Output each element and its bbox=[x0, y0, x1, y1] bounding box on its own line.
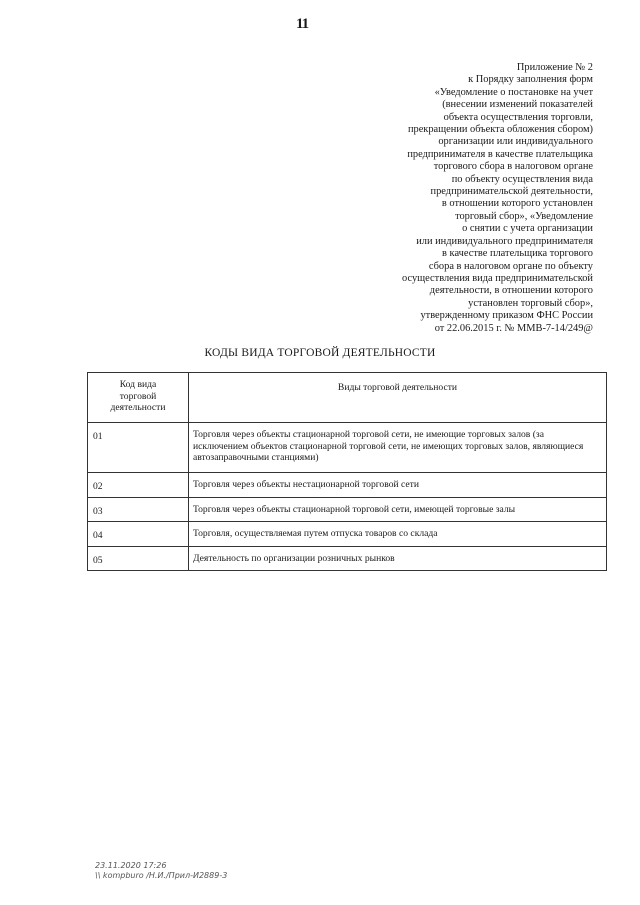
table-row bbox=[88, 497, 607, 522]
annex-line: осуществления вида предпринимательской bbox=[402, 272, 593, 284]
stamp-date: 23.11.2020 17:26 bbox=[95, 861, 167, 870]
annex-line: утвержденному приказом ФНС России bbox=[420, 310, 593, 322]
annex-line: о снятии с учета организации bbox=[462, 223, 593, 235]
row-kind: Торговля через объекты нестационарной торговой сети bbox=[189, 473, 607, 498]
annex-line: сбора в налоговом органе по объекту bbox=[428, 260, 593, 272]
annex-line: по объекту осуществления вида bbox=[451, 173, 593, 185]
annex-line: (внесении изменений показателей bbox=[442, 99, 593, 111]
annex-line: организации или индивидуального bbox=[438, 136, 593, 148]
annex-line: от 22.06.2015 г. № ММВ-7-14/249@ bbox=[434, 322, 593, 334]
annex-line: в отношении которого установлен bbox=[441, 198, 593, 210]
row-kind: Торговля, осуществляемая путем отпуска товаров со склада bbox=[189, 522, 607, 547]
annex-line: прекращении объекта обложения сбором) bbox=[407, 124, 593, 136]
annex-line: или индивидуального предпринимателя bbox=[416, 235, 593, 247]
table-header-row bbox=[88, 373, 607, 423]
code-header-line: деятельности bbox=[110, 402, 166, 413]
row-kind: Деятельность по организации розничных рынков bbox=[189, 546, 607, 571]
table-row bbox=[88, 473, 607, 498]
code-column-header bbox=[88, 373, 189, 423]
stamp-path: \\ kompburo /Н.И./Прил-И2889-3 bbox=[95, 871, 228, 880]
code-header-line: торговой bbox=[119, 390, 157, 402]
annex-line: торговый сбор», «Уведомление bbox=[455, 210, 593, 222]
annex-line: установлен торговый сбор», bbox=[468, 297, 593, 309]
row-code: 05 bbox=[88, 546, 189, 571]
annex-line: в качестве плательщика торгового bbox=[442, 248, 593, 260]
annex-line: предпринимателя в качестве плательщика bbox=[407, 148, 593, 160]
row-code: 03 bbox=[88, 497, 189, 522]
page-number: 11 bbox=[296, 16, 309, 32]
table-row bbox=[88, 522, 607, 547]
file-stamp bbox=[95, 861, 227, 881]
row-code: 04 bbox=[88, 522, 189, 547]
annex-line: торгового сбора в налоговом органе bbox=[433, 161, 593, 173]
annex-line: деятельности, в отношении которого bbox=[429, 285, 593, 297]
code-header-line: Код вида bbox=[119, 379, 157, 390]
annex-line: Приложение № 2 bbox=[516, 62, 593, 73]
annex-line: предпринимательской деятельности, bbox=[430, 186, 593, 198]
table-title: КОДЫ ВИДА ТОРГОВОЙ ДЕЯТЕЛЬНОСТИ bbox=[204, 347, 436, 359]
annex-block bbox=[293, 62, 593, 335]
annex-line: «Уведомление о постановке на учет bbox=[434, 86, 593, 98]
row-kind: Торговля через объекты стационарной торговой сети, имеющей торговые залы bbox=[189, 497, 607, 522]
row-kind: Торговля через объекты стационарной торговой сети, не имеющие торговых залов (за исключением объектов стационарной торговой сети, не имеющих торговых залов, являющиеся автозаправочными станциями) bbox=[189, 423, 607, 473]
annex-line: к Порядку заполнения форм bbox=[468, 74, 593, 86]
row-code: 02 bbox=[88, 473, 189, 498]
table-row bbox=[88, 546, 607, 571]
activity-codes-table bbox=[87, 372, 607, 571]
kind-column-header: Виды торговой деятельности bbox=[189, 373, 607, 423]
annex-line: объекта осуществления торговли, bbox=[443, 111, 593, 123]
table-row bbox=[88, 423, 607, 473]
row-code: 01 bbox=[88, 423, 189, 473]
